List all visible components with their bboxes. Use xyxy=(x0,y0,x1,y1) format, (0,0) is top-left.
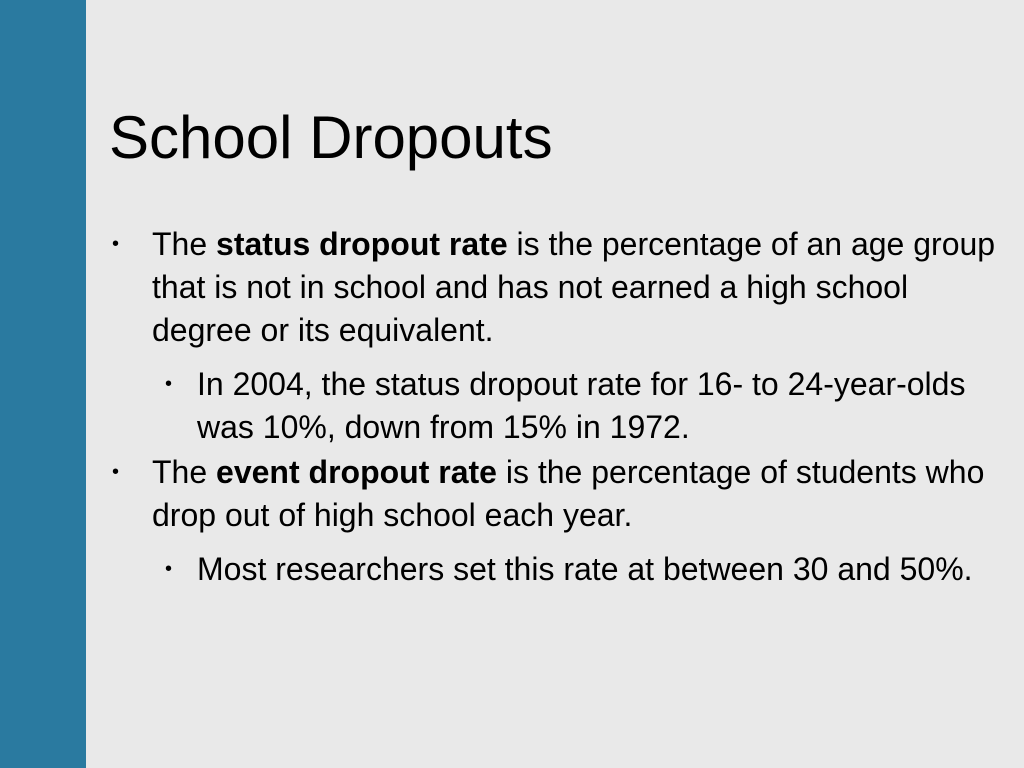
bullet-dot-icon: • xyxy=(165,558,173,580)
sub-bullet-text: In 2004, the status dropout rate for 16- to 24-year-olds was 10%, down from 15% in 1972. xyxy=(197,366,966,445)
bullet-text xyxy=(152,451,1012,537)
bullet-dot-icon: • xyxy=(165,373,173,395)
term-event-dropout-rate: event dropout rate xyxy=(216,454,497,490)
side-accent-bar xyxy=(0,0,86,768)
sub-bullet-text: Most researchers set this rate at between 30 and 50%. xyxy=(197,551,973,587)
bullet-text-lead: The xyxy=(152,454,217,490)
sub-bullet-status-statistic xyxy=(112,363,1012,449)
bullet-text xyxy=(152,223,1012,352)
slide-body xyxy=(112,221,1012,591)
bullet-dot-icon: • xyxy=(112,233,120,255)
bullet-dot-icon: • xyxy=(112,461,120,483)
bullet-status-dropout-rate xyxy=(112,223,1012,352)
slide-title: School Dropouts xyxy=(109,104,553,171)
bullet-text-definition: is the percentage of an age group that is not in school and has not earned a high school degree or its equivalent. xyxy=(152,226,996,348)
bullet-event-dropout-rate xyxy=(112,451,1012,537)
term-status-dropout-rate: status dropout rate xyxy=(216,226,508,262)
sub-bullet-event-estimate xyxy=(112,548,1012,591)
bullet-text-lead: The xyxy=(152,226,217,262)
bullet-text-definition: is the percentage of students who drop out of high school each year. xyxy=(152,454,985,533)
